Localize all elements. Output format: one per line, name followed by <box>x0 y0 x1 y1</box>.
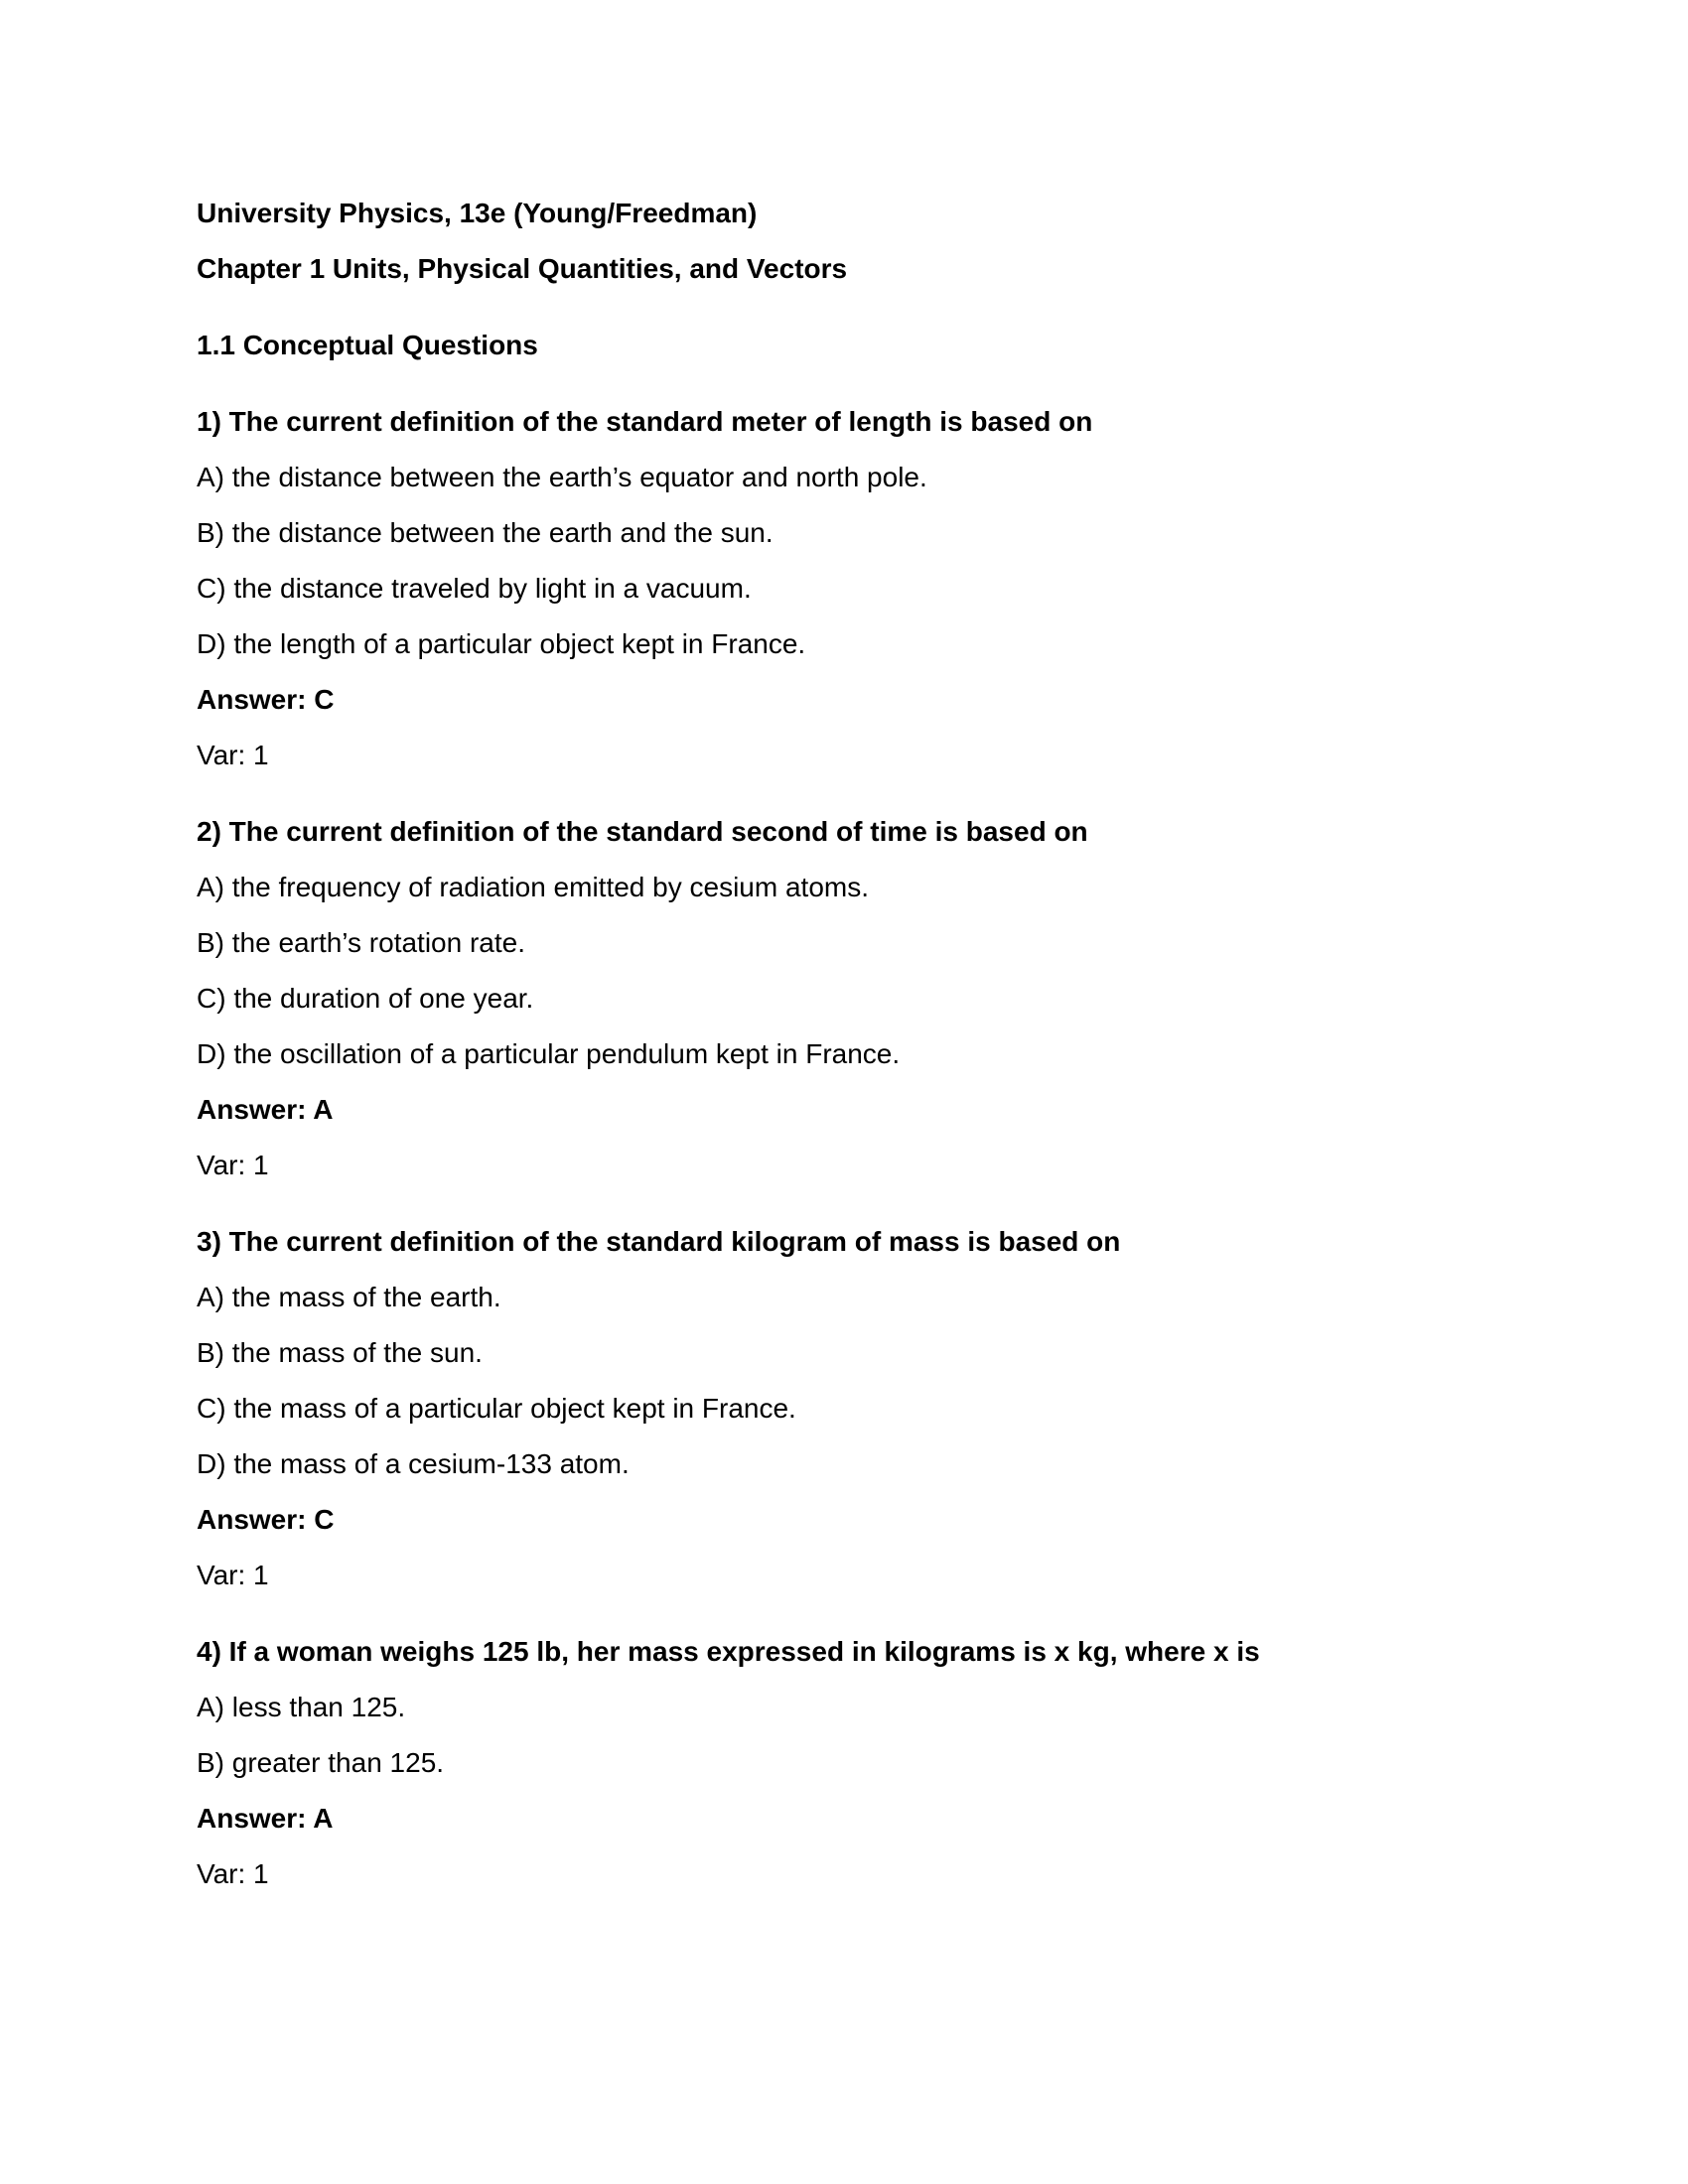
question-4 <box>197 1635 1487 1934</box>
answer-option-b: B) the distance between the earth and the sun. <box>197 517 774 548</box>
question-3 <box>197 1225 1487 1635</box>
variation-label: Var: 1 <box>197 1560 269 1590</box>
answer-option-c: C) the distance traveled by light in a vacuum. <box>197 573 752 604</box>
answer-option-d: D) the mass of a cesium-133 atom. <box>197 1448 630 1479</box>
answer-option-d: D) the oscillation of a particular pendulum kept in France. <box>197 1038 901 1069</box>
section-title: 1.1 Conceptual Questions <box>197 330 538 360</box>
question-stem: 2) The current definition of the standard second of time is based on <box>197 816 1088 847</box>
answer-option-b: B) the mass of the sun. <box>197 1337 483 1368</box>
answer-option-a: A) less than 125. <box>197 1692 406 1722</box>
answer-option-a: A) the frequency of radiation emitted by cesium atoms. <box>197 872 869 902</box>
answer-key: Answer: C <box>197 1504 335 1535</box>
answer-key: Answer: A <box>197 1094 334 1125</box>
answer-option-d: D) the length of a particular object kept in France. <box>197 628 806 659</box>
answer-option-a: A) the mass of the earth. <box>197 1282 501 1312</box>
answer-key: Answer: C <box>197 684 335 715</box>
variation-label: Var: 1 <box>197 1150 269 1180</box>
question-1 <box>197 405 1487 815</box>
answer-option-c: C) the mass of a particular object kept in France. <box>197 1393 796 1424</box>
document-content <box>197 197 1487 1934</box>
answer-key: Answer: A <box>197 1803 334 1834</box>
variation-label: Var: 1 <box>197 1858 269 1889</box>
answer-option-b: B) greater than 125. <box>197 1747 445 1778</box>
question-stem: 3) The current definition of the standard kilogram of mass is based on <box>197 1226 1121 1257</box>
question-stem: 1) The current definition of the standard meter of length is based on <box>197 406 1093 437</box>
book-title: University Physics, 13e (Young/Freedman) <box>197 198 758 228</box>
question-stem: 4) If a woman weighs 125 lb, her mass expressed in kilograms is x kg, where x is <box>197 1636 1260 1667</box>
answer-option-b: B) the earth’s rotation rate. <box>197 927 525 958</box>
chapter-title: Chapter 1 Units, Physical Quantities, and Vectors <box>197 253 848 284</box>
variation-label: Var: 1 <box>197 740 269 770</box>
answer-option-c: C) the duration of one year. <box>197 983 534 1014</box>
question-2 <box>197 815 1487 1225</box>
answer-option-a: A) the distance between the earth’s equator and north pole. <box>197 462 927 492</box>
